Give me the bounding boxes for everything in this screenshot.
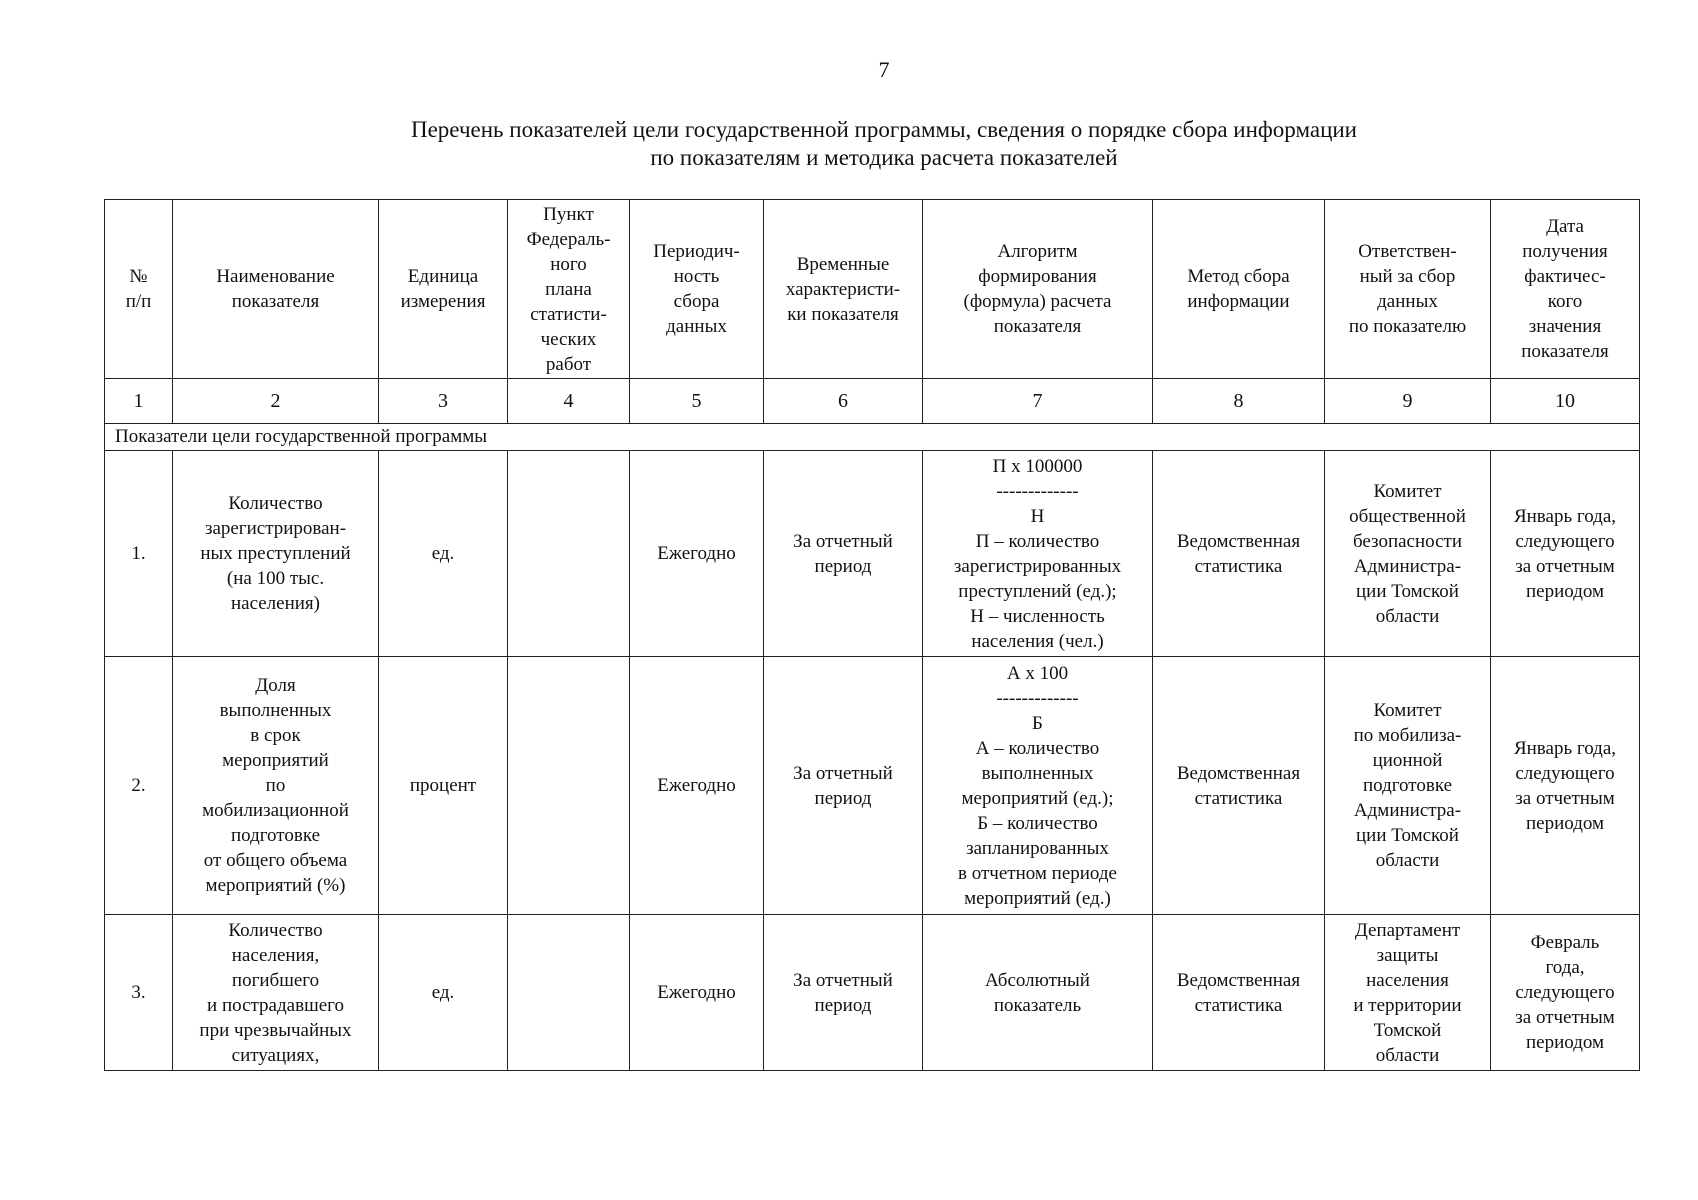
column-number: 5 bbox=[630, 379, 764, 424]
indicator-name-line: подготовке bbox=[230, 825, 321, 846]
algorithm-cell-line: Б – количество bbox=[977, 812, 1098, 834]
header-cell-line: (формула) расчета bbox=[963, 291, 1112, 312]
periodicity-cell: Ежегодно bbox=[630, 657, 764, 915]
header-cell-line: плана bbox=[545, 278, 592, 300]
indicator-name-line: мероприятий bbox=[222, 750, 329, 771]
date-cell-line: Февраль bbox=[1530, 932, 1600, 953]
header-cell-line: формирования bbox=[978, 266, 1097, 287]
responsible-cell-line: защиты bbox=[1376, 944, 1439, 966]
algorithm-cell-line: населения (чел.) bbox=[971, 630, 1104, 652]
responsible-cell-line: Комитет bbox=[1373, 700, 1442, 721]
method-cell bbox=[1153, 915, 1325, 1071]
header-cell-line: п/п bbox=[125, 291, 152, 312]
indicator-name-line: от общего объема bbox=[203, 850, 348, 871]
indicator-name-line: (на 100 тыс. bbox=[226, 568, 325, 589]
indicator-name-line: выполненных bbox=[219, 700, 332, 721]
header-cell-line: статисти- bbox=[530, 303, 607, 325]
header-cell-line: фактичес- bbox=[1524, 266, 1606, 287]
header-cell bbox=[630, 200, 764, 379]
column-number: 3 bbox=[379, 379, 508, 424]
time-characteristics-cell-line: период bbox=[814, 555, 872, 577]
periodicity-cell: Ежегодно bbox=[630, 915, 764, 1071]
header-cell-line: показателя bbox=[1521, 341, 1609, 362]
header-cell-line: по показателю bbox=[1348, 316, 1467, 337]
header-cell-line: Алгоритм bbox=[997, 241, 1078, 262]
method-cell bbox=[1153, 657, 1325, 915]
algorithm-cell bbox=[923, 657, 1153, 915]
row-number: 2. bbox=[105, 657, 173, 915]
responsible-cell bbox=[1325, 657, 1491, 915]
header-cell bbox=[1491, 200, 1640, 379]
column-number: 9 bbox=[1325, 379, 1491, 424]
responsible-cell-line: Администра- bbox=[1353, 555, 1462, 577]
algorithm-cell-line: А – количество bbox=[975, 737, 1100, 759]
indicator-name-line: ных преступлений bbox=[200, 543, 351, 564]
algorithm-cell-line: показатель bbox=[993, 994, 1082, 1016]
algorithm-cell bbox=[923, 915, 1153, 1071]
time-characteristics-cell bbox=[764, 657, 923, 915]
algorithm-cell-line: П – количество bbox=[975, 530, 1100, 552]
header-cell bbox=[105, 200, 173, 379]
indicator-name bbox=[173, 657, 379, 915]
header-row bbox=[105, 200, 1640, 379]
header-cell-line: Пункт bbox=[543, 203, 594, 225]
algorithm-cell-line: мероприятий (ед.) bbox=[964, 887, 1111, 909]
responsible-cell bbox=[1325, 451, 1491, 657]
table-row bbox=[105, 451, 1640, 657]
header-cell-line: ность bbox=[673, 266, 720, 287]
column-number: 10 bbox=[1491, 379, 1640, 424]
header-cell-line: данных bbox=[666, 316, 727, 337]
indicators-table bbox=[104, 199, 1640, 1071]
header-cell-line: Временные bbox=[796, 253, 890, 275]
indicator-name-line: Количество bbox=[228, 493, 323, 514]
date-cell-line: Январь года, bbox=[1513, 505, 1617, 527]
indicator-name-line: мобилизационной bbox=[202, 800, 349, 821]
date-cell-line: за отчетным bbox=[1515, 787, 1615, 809]
title-line-2: по показателям и методика расчета показателей bbox=[650, 145, 1118, 170]
header-cell-line: работ bbox=[545, 353, 592, 375]
header-cell bbox=[1153, 200, 1325, 379]
indicator-name-line: Количество bbox=[228, 919, 323, 941]
date-cell-line: года, bbox=[1545, 957, 1585, 978]
header-cell-line: № bbox=[129, 266, 148, 287]
header-cell bbox=[1325, 200, 1491, 379]
header-cell-line: Метод сбора bbox=[1187, 266, 1290, 287]
section-label: Показатели цели государственной программы bbox=[105, 424, 1640, 451]
header-cell bbox=[923, 200, 1153, 379]
date-cell-line: периодом bbox=[1525, 580, 1605, 602]
header-cell-line: измерения bbox=[400, 291, 486, 312]
column-number: 6 bbox=[764, 379, 923, 424]
header-cell-line: ный за сбор bbox=[1359, 266, 1456, 287]
indicator-name bbox=[173, 915, 379, 1071]
responsible-cell-line: области bbox=[1375, 1044, 1440, 1066]
row-number: 3. bbox=[105, 915, 173, 1071]
date-cell-line: Январь года, bbox=[1513, 737, 1617, 759]
plan-item-cell bbox=[508, 451, 630, 657]
table-row bbox=[105, 657, 1640, 915]
indicator-name-line: мероприятий (%) bbox=[205, 875, 346, 896]
header-cell-line: кого bbox=[1547, 291, 1583, 312]
responsible-cell-line: Администра- bbox=[1353, 800, 1462, 821]
header-cell-line: характеристи- bbox=[785, 278, 901, 300]
algorithm-cell-line: П х 100000 bbox=[992, 455, 1083, 477]
indicator-name-line: зарегистрирован- bbox=[204, 518, 347, 539]
header-cell bbox=[508, 200, 630, 379]
column-number: 4 bbox=[508, 379, 630, 424]
algorithm-cell-line: выполненных bbox=[981, 762, 1094, 784]
date-cell-line: периодом bbox=[1525, 812, 1605, 834]
header-cell-line: данных bbox=[1377, 291, 1438, 312]
unit-cell: процент bbox=[379, 657, 508, 915]
responsible-cell bbox=[1325, 915, 1491, 1071]
date-cell-line: за отчетным bbox=[1515, 555, 1615, 577]
header-cell bbox=[379, 200, 508, 379]
algorithm-cell-line: ------------- bbox=[996, 480, 1079, 502]
algorithm-cell-line: преступлений (ед.); bbox=[958, 580, 1117, 602]
algorithm-cell-line: Н – численность bbox=[970, 605, 1105, 627]
responsible-cell-line: ции Томской bbox=[1356, 825, 1459, 846]
indicator-name-line: погибшего bbox=[231, 969, 320, 991]
title-line-1: Перечень показателей цели государственной программы, сведения о порядке сбора информации bbox=[410, 117, 1357, 142]
indicator-name-line: в срок bbox=[250, 725, 301, 746]
time-characteristics-cell-line: За отчетный bbox=[793, 530, 893, 552]
page-number: 7 bbox=[878, 57, 890, 82]
algorithm-cell-line: А х 100 bbox=[1006, 662, 1069, 684]
header-cell-line: Дата bbox=[1546, 216, 1584, 237]
header-cell-line: Периодич- bbox=[653, 241, 740, 262]
header-cell-line: Единица bbox=[407, 266, 479, 287]
responsible-cell-line: безопасности bbox=[1352, 530, 1463, 552]
plan-item-cell bbox=[508, 915, 630, 1071]
unit-cell: ед. bbox=[379, 451, 508, 657]
document-title bbox=[0, 116, 1698, 172]
algorithm-cell-line: Абсолютный bbox=[985, 969, 1090, 991]
date-cell-line: следующего bbox=[1515, 982, 1615, 1003]
date-cell-line: следующего bbox=[1515, 762, 1615, 784]
header-cell-line: ки показателя bbox=[787, 303, 899, 325]
column-number: 7 bbox=[923, 379, 1153, 424]
header-cell bbox=[764, 200, 923, 379]
time-characteristics-cell-line: период bbox=[814, 787, 872, 809]
method-cell bbox=[1153, 451, 1325, 657]
responsible-cell-line: и территории bbox=[1353, 994, 1462, 1016]
responsible-cell-line: области bbox=[1375, 850, 1440, 871]
column-number-row bbox=[105, 379, 1640, 424]
indicator-name-line: по bbox=[265, 775, 286, 796]
indicator-name-line: населения) bbox=[230, 593, 321, 614]
plan-item-cell bbox=[508, 657, 630, 915]
indicator-name-line: при чрезвычайных bbox=[199, 1019, 352, 1041]
algorithm-cell-line: запланированных bbox=[966, 837, 1109, 859]
algorithm-cell-line: Н bbox=[1030, 505, 1045, 527]
row-number: 1. bbox=[105, 451, 173, 657]
time-characteristics-cell bbox=[764, 451, 923, 657]
header-cell-line: ного bbox=[550, 253, 587, 275]
algorithm-cell-line: зарегистрированных bbox=[953, 555, 1122, 577]
header-cell-line: значения bbox=[1528, 316, 1602, 337]
indicator-name-line: ситуациях, bbox=[231, 1044, 320, 1066]
column-number: 8 bbox=[1153, 379, 1325, 424]
table-row bbox=[105, 915, 1640, 1071]
date-cell bbox=[1491, 451, 1640, 657]
header-cell-line: Федераль- bbox=[526, 228, 611, 250]
header-cell-line: сбора bbox=[673, 291, 720, 312]
unit-cell: ед. bbox=[379, 915, 508, 1071]
responsible-cell-line: Томской bbox=[1373, 1019, 1442, 1041]
algorithm-cell-line: Б bbox=[1032, 712, 1043, 734]
column-number: 1 bbox=[105, 379, 173, 424]
responsible-cell-line: населения bbox=[1366, 969, 1449, 991]
responsible-cell-line: Департамент bbox=[1354, 919, 1461, 941]
indicator-name-line: Доля bbox=[255, 675, 296, 696]
responsible-cell-line: подготовке bbox=[1362, 775, 1453, 796]
date-cell-line: периодом bbox=[1525, 1032, 1605, 1053]
header-cell-line: показателя bbox=[231, 291, 320, 312]
method-cell-line: статистика bbox=[1194, 994, 1283, 1016]
section-row bbox=[105, 424, 1640, 451]
header-cell-line: ческих bbox=[540, 328, 597, 350]
header-cell bbox=[173, 200, 379, 379]
algorithm-cell-line: ------------- bbox=[996, 687, 1079, 709]
method-cell-line: Ведомственная bbox=[1176, 969, 1301, 991]
responsible-cell-line: по мобилиза- bbox=[1353, 725, 1462, 746]
date-cell bbox=[1491, 657, 1640, 915]
responsible-cell-line: Комитет bbox=[1373, 480, 1442, 502]
responsible-cell-line: ционной bbox=[1372, 750, 1443, 771]
algorithm-cell bbox=[923, 451, 1153, 657]
time-characteristics-cell bbox=[764, 915, 923, 1071]
header-cell-line: показателя bbox=[993, 316, 1082, 337]
responsible-cell-line: ции Томской bbox=[1356, 580, 1459, 602]
method-cell-line: Ведомственная bbox=[1176, 530, 1301, 552]
responsible-cell-line: области bbox=[1375, 605, 1440, 627]
time-characteristics-cell-line: период bbox=[814, 994, 872, 1016]
header-cell-line: Наименование bbox=[216, 266, 335, 287]
date-cell-line: следующего bbox=[1515, 530, 1615, 552]
algorithm-cell-line: в отчетном периоде bbox=[958, 862, 1117, 884]
header-cell-line: Ответствен- bbox=[1358, 241, 1457, 262]
indicator-name bbox=[173, 451, 379, 657]
responsible-cell-line: общественной bbox=[1349, 505, 1466, 527]
time-characteristics-cell-line: За отчетный bbox=[793, 969, 893, 991]
date-cell-line: за отчетным bbox=[1515, 1007, 1615, 1028]
periodicity-cell: Ежегодно bbox=[630, 451, 764, 657]
method-cell-line: статистика bbox=[1194, 787, 1283, 809]
time-characteristics-cell-line: За отчетный bbox=[793, 762, 893, 784]
header-cell-line: получения bbox=[1522, 241, 1608, 262]
method-cell-line: Ведомственная bbox=[1176, 762, 1301, 784]
indicator-name-line: и пострадавшего bbox=[207, 994, 344, 1016]
method-cell-line: статистика bbox=[1194, 555, 1283, 577]
indicator-name-line: населения, bbox=[231, 944, 320, 966]
algorithm-cell-line: мероприятий (ед.); bbox=[961, 787, 1114, 809]
column-number: 2 bbox=[173, 379, 379, 424]
header-cell-line: информации bbox=[1187, 291, 1290, 312]
date-cell bbox=[1491, 915, 1640, 1071]
